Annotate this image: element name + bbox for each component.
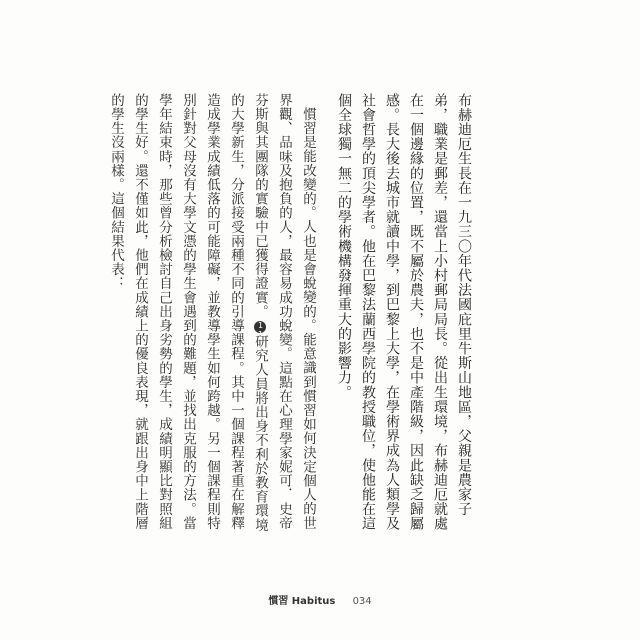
running-title: 慣習 Habitus (268, 596, 336, 607)
paragraph-1-text: 布赫迪厄生長在一九三〇年代法國庇里牛斯山地區，父親是農家子弟，職業是郵差，還當上小村郵局局長。從出生環境，布赫迪厄就處在一個邊緣的位置，既不屬於農夫，也不是中產階級，因此缺乏歸屬感。長大後去城市就讀中學，到巴黎上大學，在學術界成為人類學及社會哲學的頂尖學者。他在巴黎法蘭西學院的教授職位，使他能在這個全球獨一無二的學術機構發揮重大的影響力。 (336, 93, 472, 531)
paragraph-2-text-before-note: 慣習是能改變的。人也是會蛻變的。能意識到慣習如何決定個人的世界觀、品味及抱負的人，最容易成功蛻變。這點在心理學家妮可．史帝芬斯與其團隊的實驗中已獲得證實。 (252, 93, 316, 531)
paragraph-1 (332, 93, 476, 543)
footnote-marker: 11 (256, 320, 265, 339)
page-number: 034 (352, 596, 372, 607)
page-footer (0, 592, 640, 607)
paragraph-2-text-after-note: 研究人員將出身不利於教育環境的大學新生，分派接受兩種不同的引導課程。其中一個課程著重在解釋造成學業成績低落的可能障礙，並教導學生如何跨越。另一個課程則特別針對父母沒有大學文憑的學生會遇到的難題，並找出克服的方法。當學年結束時，那些曾分析檢討自己出身劣勢的學生，成績明顯比對照組的學生好。還不僅如此，他們在成績上的優良表現，就跟出身中上階層的學生沒兩樣。這個結果代表： (108, 93, 268, 533)
paragraph-2 (104, 93, 320, 543)
vertical-text-block (104, 93, 476, 543)
